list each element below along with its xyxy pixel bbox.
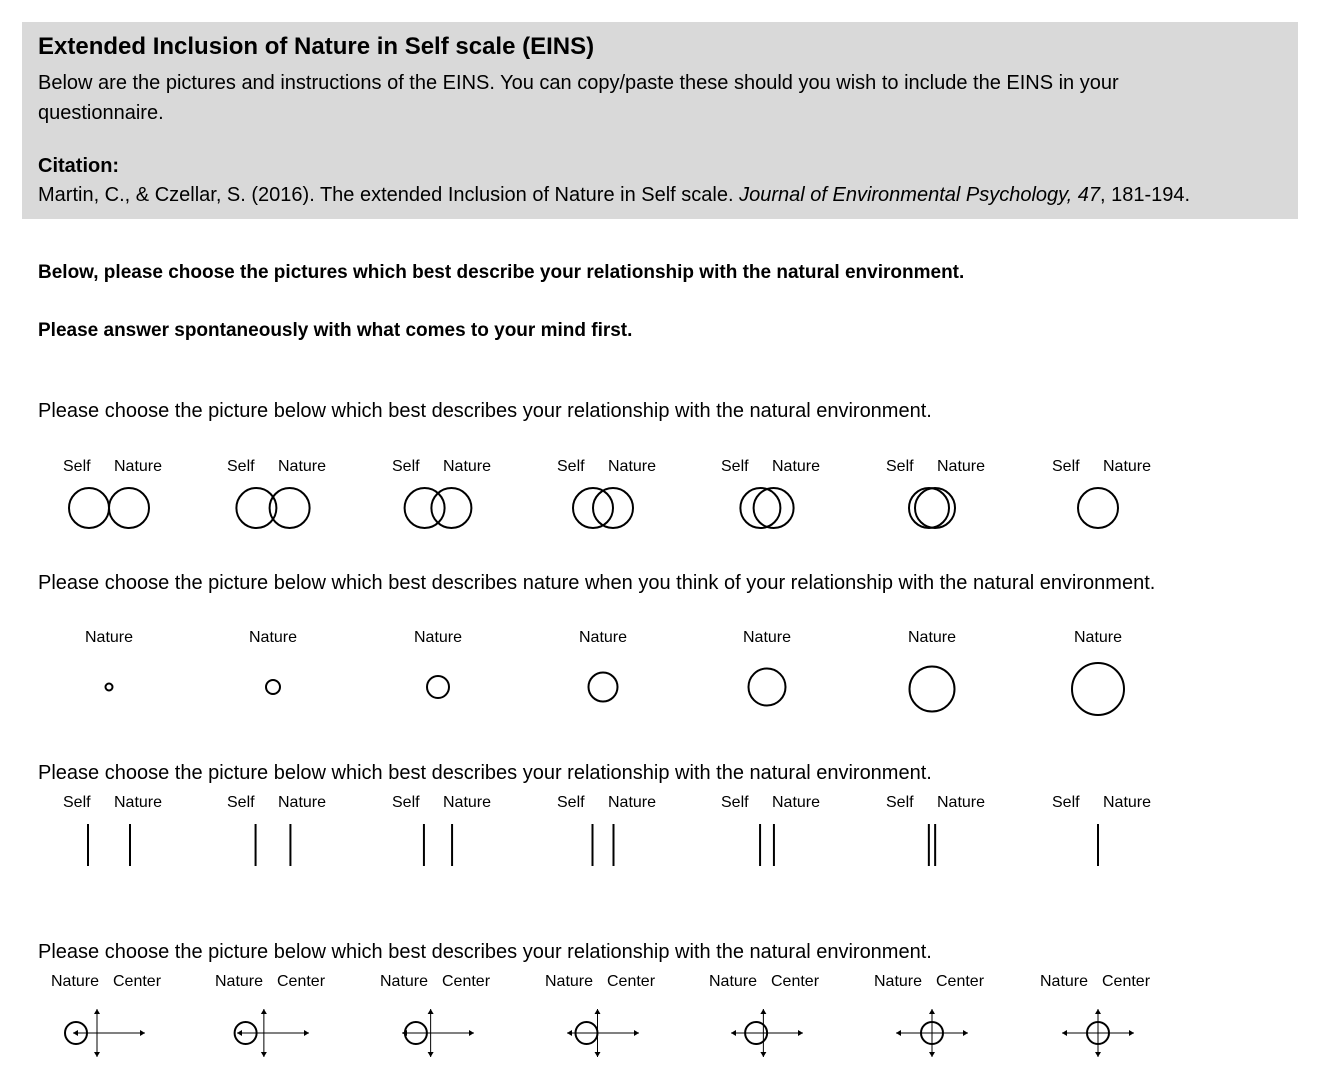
arrow-up-icon <box>1095 1009 1101 1014</box>
option-picture-nature-circle[interactable] <box>1068 660 1128 720</box>
option-label-right: Center <box>771 973 820 990</box>
arrow-up-icon <box>261 1009 267 1014</box>
option-picture-nature-circle[interactable] <box>737 660 797 720</box>
option-picture-axes[interactable] <box>61 1005 157 1063</box>
option-label-left: Self <box>721 458 749 475</box>
arrow-right-icon <box>798 1030 803 1036</box>
option-picture-overlapping-circles[interactable] <box>553 485 653 531</box>
option-picture-lines[interactable] <box>408 822 468 872</box>
option-picture-axes[interactable] <box>390 1005 486 1063</box>
citation-prefix: Martin, C., & Czellar, S. (2016). The extended Inclusion of Nature in Self scale. <box>38 184 740 206</box>
nature-circle <box>910 667 955 712</box>
option-label-left: Self <box>886 458 914 475</box>
arrow-down-icon <box>760 1052 766 1057</box>
option-label-right: Nature <box>772 794 821 811</box>
question-3-text: Please choose the picture below which best describes your relationship with the natural environment. <box>38 762 932 784</box>
option-picture-nature-circle[interactable] <box>408 660 468 720</box>
option-picture-axes[interactable] <box>555 1005 651 1063</box>
option-picture-axes[interactable] <box>884 1005 980 1063</box>
option-label-right: Nature <box>608 794 657 811</box>
option-label-left: Nature <box>1040 973 1089 990</box>
option-label-left: Self <box>63 458 91 475</box>
option-label-single: Nature <box>742 629 792 646</box>
option-label-left: Nature <box>709 973 758 990</box>
option-label-single: Nature <box>248 629 298 646</box>
citation-suffix: , 181-194. <box>1100 184 1191 206</box>
nature-circle <box>589 673 618 702</box>
arrow-up-icon <box>595 1009 601 1014</box>
option-label-right: Center <box>1102 973 1151 990</box>
option-picture-overlapping-circles[interactable] <box>717 485 817 531</box>
option-label-left: Self <box>557 458 585 475</box>
option-label-right: Center <box>607 973 656 990</box>
option-picture-lines[interactable] <box>79 822 139 872</box>
nature-circle <box>431 488 471 528</box>
arrow-down-icon <box>428 1052 434 1057</box>
option-picture-overlapping-circles[interactable] <box>1048 485 1148 531</box>
option-label-right: Nature <box>772 458 821 475</box>
option-picture-axes[interactable] <box>1050 1005 1146 1063</box>
arrow-left-icon <box>567 1030 572 1036</box>
arrow-up-icon <box>428 1009 434 1014</box>
citation <box>38 184 1190 207</box>
option-picture-nature-circle[interactable] <box>79 660 139 720</box>
option-picture-nature-circle[interactable] <box>573 660 633 720</box>
arrow-left-icon <box>731 1030 736 1036</box>
option-picture-overlapping-circles[interactable] <box>59 485 159 531</box>
option-picture-overlapping-circles[interactable] <box>223 485 323 531</box>
arrow-down-icon <box>261 1052 267 1057</box>
arrow-left-icon <box>896 1030 901 1036</box>
option-label-left: Nature <box>545 973 594 990</box>
self-circle <box>1078 488 1118 528</box>
self-circle <box>69 488 109 528</box>
option-label-left: Self <box>721 794 749 811</box>
arrow-left-icon <box>73 1030 78 1036</box>
arrow-right-icon <box>304 1030 309 1036</box>
option-label-right: Nature <box>1103 794 1152 811</box>
option-picture-lines[interactable] <box>573 822 633 872</box>
arrow-down-icon <box>595 1052 601 1057</box>
option-label-right: Nature <box>937 794 986 811</box>
option-label-single: Nature <box>84 629 134 646</box>
question-1-text: Please choose the picture below which best describes your relationship with the natural environment. <box>38 400 932 422</box>
arrow-down-icon <box>1095 1052 1101 1057</box>
option-label-right: Nature <box>443 794 492 811</box>
nature-circle <box>266 680 280 694</box>
arrow-right-icon <box>634 1030 639 1036</box>
option-picture-nature-circle[interactable] <box>902 660 962 720</box>
nature-circle <box>749 669 786 706</box>
option-label-left: Nature <box>51 973 100 990</box>
option-picture-lines[interactable] <box>737 822 797 872</box>
arrow-right-icon <box>1129 1030 1134 1036</box>
arrow-right-icon <box>963 1030 968 1036</box>
option-label-left: Self <box>1052 458 1080 475</box>
option-label-right: Center <box>277 973 326 990</box>
option-label-right: Nature <box>114 458 163 475</box>
option-label-right: Nature <box>1103 458 1152 475</box>
option-label-left: Self <box>392 794 420 811</box>
option-label-right: Nature <box>278 458 327 475</box>
option-picture-lines[interactable] <box>243 822 303 872</box>
arrow-right-icon <box>140 1030 145 1036</box>
option-label-left: Nature <box>380 973 429 990</box>
arrow-up-icon <box>94 1009 100 1014</box>
option-label-right: Center <box>936 973 985 990</box>
option-picture-axes[interactable] <box>719 1005 815 1063</box>
citation-journal: Journal of Environmental Psychology, 47 <box>739 184 1101 206</box>
intro-text: Below are the pictures and instructions of the EINS. You can copy/paste these should you wish to include the EINS in your questionnaire. <box>38 72 1119 124</box>
option-label-left: Self <box>227 794 255 811</box>
question-4-text: Please choose the picture below which best describes your relationship with the natural environment. <box>38 941 932 963</box>
option-picture-overlapping-circles[interactable] <box>882 485 982 531</box>
self-circle <box>405 488 445 528</box>
option-label-right: Center <box>442 973 491 990</box>
option-picture-overlapping-circles[interactable] <box>388 485 488 531</box>
citation-label: Citation: <box>38 155 120 177</box>
option-label-right: Nature <box>443 458 492 475</box>
option-label-left: Self <box>886 794 914 811</box>
instruction-1: Below, please choose the pictures which best describe your relationship with the natural environment. <box>38 262 965 283</box>
arrow-up-icon <box>760 1009 766 1014</box>
arrow-down-icon <box>929 1052 935 1057</box>
nature-circle <box>1072 663 1124 715</box>
option-label-left: Self <box>227 458 255 475</box>
option-label-single: Nature <box>907 629 957 646</box>
option-label-left: Self <box>1052 794 1080 811</box>
option-label-right: Nature <box>278 794 327 811</box>
arrow-down-icon <box>94 1052 100 1057</box>
instruction-2: Please answer spontaneously with what comes to your mind first. <box>38 320 633 341</box>
option-label-left: Nature <box>215 973 264 990</box>
page-title: Extended Inclusion of Nature in Self scale (EINS) <box>38 33 595 60</box>
arrow-right-icon <box>469 1030 474 1036</box>
nature-circle <box>106 684 113 691</box>
option-label-right: Nature <box>114 794 163 811</box>
option-picture-axes[interactable] <box>225 1005 321 1063</box>
arrow-left-icon <box>1062 1030 1067 1036</box>
option-picture-lines[interactable] <box>1068 822 1128 872</box>
option-label-left: Self <box>557 794 585 811</box>
option-label-left: Self <box>392 458 420 475</box>
arrow-left-icon <box>237 1030 242 1036</box>
option-label-right: Nature <box>608 458 657 475</box>
option-picture-lines[interactable] <box>902 822 962 872</box>
option-label-single: Nature <box>1073 629 1123 646</box>
option-label-right: Center <box>113 973 162 990</box>
option-label-single: Nature <box>578 629 628 646</box>
nature-circle <box>427 676 449 698</box>
option-label-left: Self <box>63 794 91 811</box>
option-label-right: Nature <box>937 458 986 475</box>
option-label-left: Nature <box>874 973 923 990</box>
arrow-up-icon <box>929 1009 935 1014</box>
option-picture-nature-circle[interactable] <box>243 660 303 720</box>
question-2-text: Please choose the picture below which best describes nature when you think of your relationship with the natural environment. <box>38 572 1156 594</box>
nature-circle <box>109 488 149 528</box>
option-label-single: Nature <box>413 629 463 646</box>
